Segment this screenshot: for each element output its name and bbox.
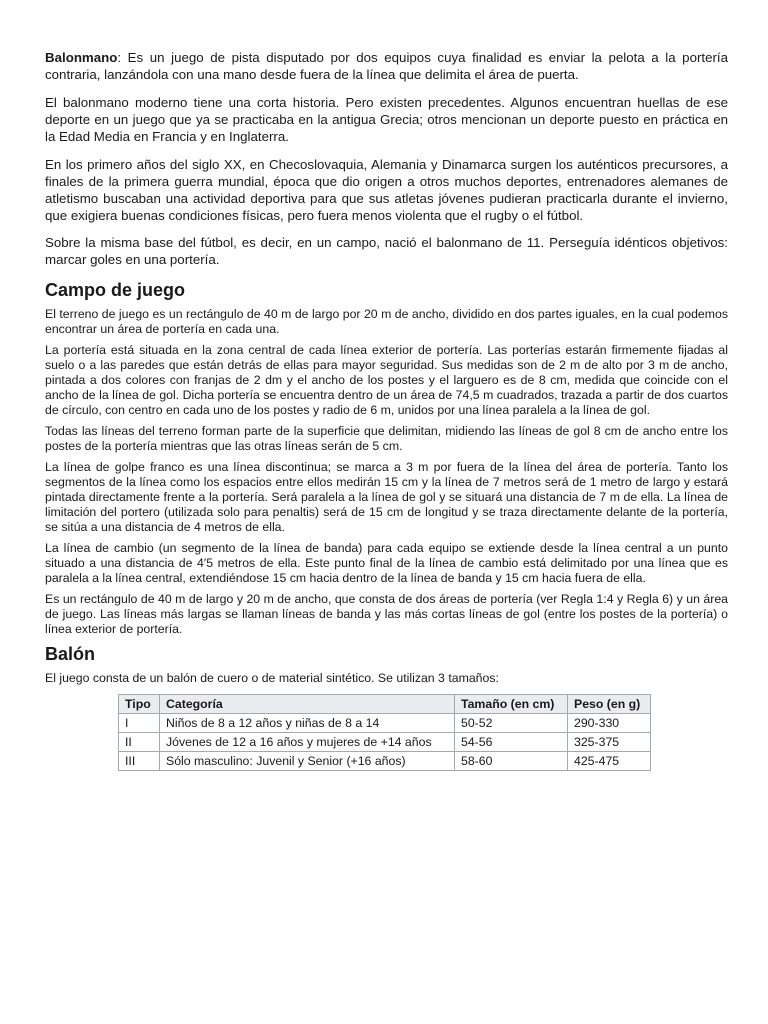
campo-paragraph-3: Todas las líneas del terreno forman parte de la superficie que delimitan, midiendo las líneas de gol 8 cm de ancho entre los postes de la portería mientras que las otras líneas serán de 5 cm. xyxy=(45,424,728,453)
campo-paragraph-5: La línea de cambio (un segmento de la línea de banda) para cada equipo se extiende desde la línea central a un punto situado a una distancia de 4′5 metros de ella. Este punto final de la línea de cambio está delimitado por una línea que es paralela a la línea central, extendiéndose 15 cm hacia dentro de la línea de banda y 15 cm hacia fuera de ella. xyxy=(45,541,728,585)
cell-tamano: 54-56 xyxy=(455,733,568,752)
cell-categoria: Sólo masculino: Juvenil y Senior (+16 años) xyxy=(160,752,455,771)
intro-paragraph-1-text: : Es un juego de pista disputado por dos equipos cuya finalidad es enviar la pelota a la portería contraria, lanzándola con una mano desde fuera de la línea que delimita el área de puerta. xyxy=(45,50,728,82)
campo-paragraph-2: La portería está situada en la zona central de cada línea exterior de portería. Las porterías estarán firmemente fijadas al suelo o a las paredes que están detrás de ellas para mayor seguridad. Sus medidas son de 2 m de alto por 3 m de ancho, pintada a dos colores con franjas de 2 dm y el ancho de los postes y el larguero es de 8 cm, medida que coincide con el ancho de la línea de gol. Dicha portería se encuentra dentro de un área de 74,5 m cuadrados, trazada a partir de dos cuartos de círculo, con centro en cada uno de los postes y radio de 6 m, unidos por una línea paralela a la línea de gol. xyxy=(45,343,728,417)
intro-paragraph-2: El balonmano moderno tiene una corta historia. Pero existen precedentes. Algunos encuentran huellas de ese deporte en un juego que ya se practicaba en la antigua Grecia; otros mencionan un deporte puesto en práctica en la Edad Media en Francia y en Inglaterra. xyxy=(45,95,728,144)
table-header-row xyxy=(119,695,651,714)
intro-paragraph-1 xyxy=(45,49,728,83)
intro-section xyxy=(45,49,728,268)
campo-section xyxy=(45,279,728,637)
cell-tamano: 58-60 xyxy=(455,752,568,771)
heading-balon: Balón xyxy=(45,644,96,664)
campo-paragraph-4: La línea de golpe franco es una línea discontinua; se marca a 3 m por fuera de la línea del área de portería. Tanto los segmentos de la línea como los espacios entre ellos medirán 15 cm y la línea de 7 metros será de 1 metro de largo y estará pintada directamente frente a la portería. Será paralela a la línea de gol y se situará una distancia de 7 m de ella. La línea de limitación del portero (utilizada solo para penaltis) será de 15 cm de longitud y se traza directamente delante de la portería, se sitúa a una distancia de 4 metros de ella. xyxy=(45,460,728,534)
header-tamano: Tamaño (en cm) xyxy=(455,695,568,714)
header-peso: Peso (en g) xyxy=(568,695,651,714)
campo-paragraph-6: Es un rectángulo de 40 m de largo y 20 m de ancho, que consta de dos áreas de portería (ver Regla 1:4 y Regla 6) y un área de juego. Las líneas más largas se llaman líneas de banda y las más cortas líneas de gol (entre los postes de la portería) o línea exterior de portería. xyxy=(45,592,728,636)
heading-campo: Campo de juego xyxy=(45,280,186,300)
ball-size-table xyxy=(118,694,651,771)
balon-paragraph-1: El juego consta de un balón de cuero o de material sintético. Se utilizan 3 tamaños: xyxy=(45,671,499,685)
campo-paragraph-1: El terreno de juego es un rectángulo de 40 m de largo por 20 m de ancho, dividido en dos partes iguales, en la cual podemos encontrar un área de portería en cada una. xyxy=(45,307,728,336)
table-row xyxy=(119,752,651,771)
cell-tipo: III xyxy=(119,752,160,771)
balon-section xyxy=(45,643,728,771)
cell-categoria: Jóvenes de 12 a 16 años y mujeres de +14 años xyxy=(160,733,455,752)
cell-tipo: II xyxy=(119,733,160,752)
intro-paragraph-3: En los primero años del siglo XX, en Checoslovaquia, Alemania y Dinamarca surgen los auténticos precursores, a finales de la primera guerra mundial, época que dio origen a otros muchos deportes, entrenadores alemanes de atletismo buscaban una actividad deportiva para que sus atletas jóvenes pudieran practicarla durante el invierno, que exigiera buenas condiciones físicas, pero fuera menos violenta que el rugby o el fútbol. xyxy=(45,157,728,223)
header-categoria: Categoría xyxy=(160,695,455,714)
intro-paragraph-4: Sobre la misma base del fútbol, es decir, en un campo, nació el balonmano de 11. Perseguía idénticos objetivos: marcar goles en una portería. xyxy=(45,235,728,267)
cell-peso: 425-475 xyxy=(568,752,651,771)
cell-categoria: Niños de 8 a 12 años y niñas de 8 a 14 xyxy=(160,714,455,733)
table-row xyxy=(119,733,651,752)
term-balonmano: Balonmano xyxy=(45,50,118,65)
cell-tipo: I xyxy=(119,714,160,733)
cell-tamano: 50-52 xyxy=(455,714,568,733)
cell-peso: 325-375 xyxy=(568,733,651,752)
table-row xyxy=(119,714,651,733)
header-tipo: Tipo xyxy=(119,695,160,714)
cell-peso: 290-330 xyxy=(568,714,651,733)
